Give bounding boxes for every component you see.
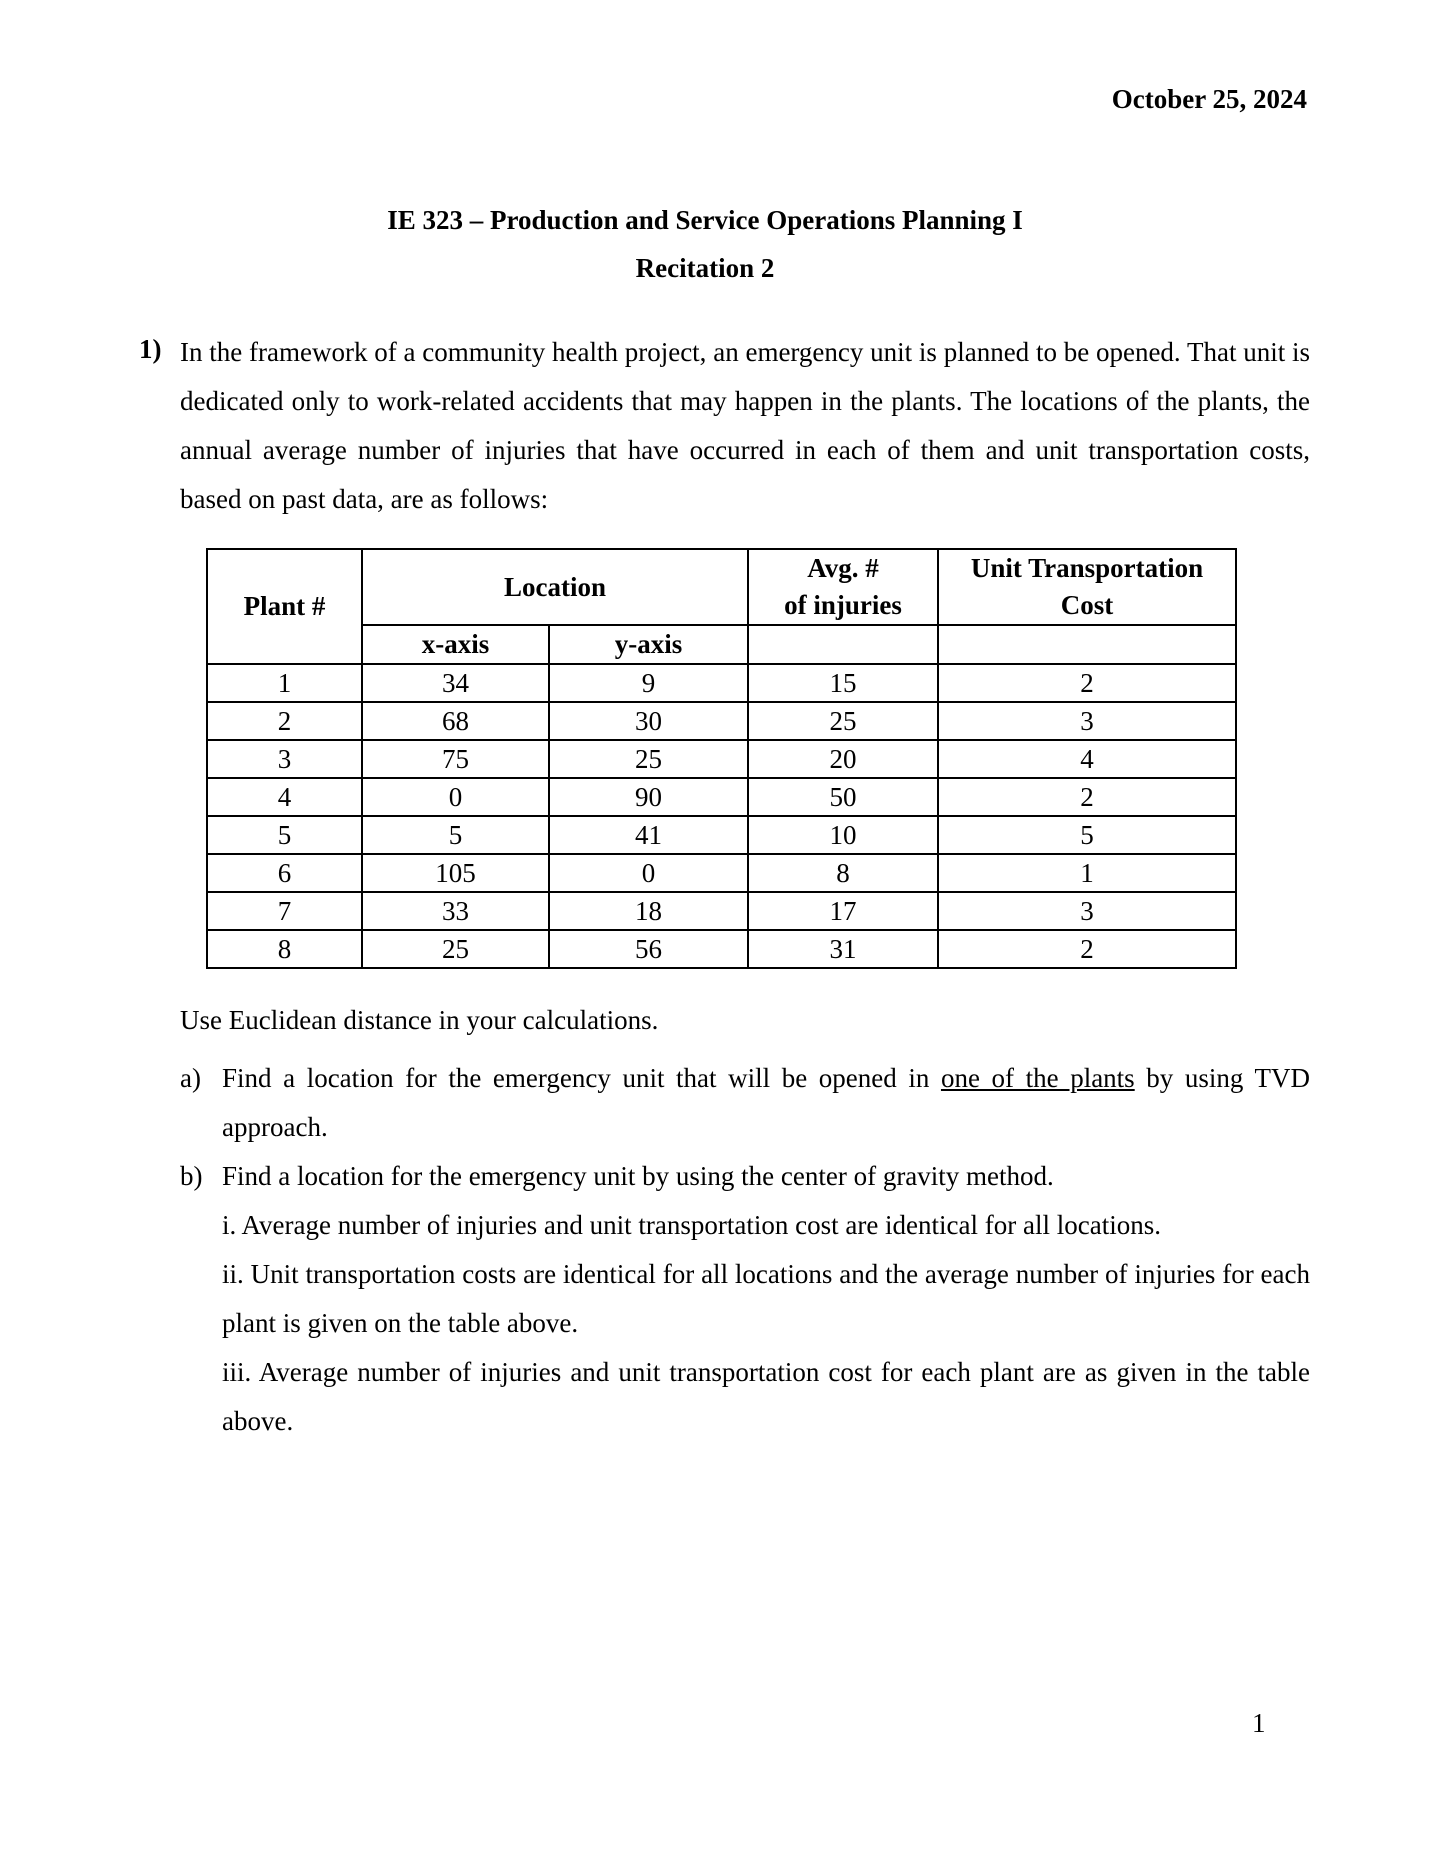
cell: 30: [549, 702, 748, 740]
cell: 25: [748, 702, 938, 740]
table-row: [207, 664, 1236, 702]
plants-table: [206, 548, 1237, 969]
document-date: October 25, 2024: [1111, 84, 1307, 114]
header-cost-line1: Unit Transportation: [970, 553, 1204, 583]
cell: 17: [748, 892, 938, 930]
header-cost-line2: Cost: [1060, 590, 1114, 620]
header-blank: [748, 625, 938, 664]
cell: 68: [362, 702, 549, 740]
cell: 56: [549, 930, 748, 968]
cell: 105: [362, 854, 549, 892]
question-text: In the framework of a community health project, an emergency unit is planned to be opened. That unit is dedicated only to work-related accidents that may happen in the plants. The locations of the plants, the annual average number of injuries that have occurred in each of them and unit transportation costs, based on past data, are as follows:: [180, 337, 1310, 514]
cell: 1: [938, 854, 1236, 892]
table-row: [207, 854, 1236, 892]
header-cost: [938, 549, 1236, 625]
table-row: [207, 778, 1236, 816]
cell: 3: [938, 892, 1236, 930]
cell: 75: [362, 740, 549, 778]
question-number: 1): [139, 334, 162, 364]
part-a-text: [222, 1054, 1310, 1152]
cell: 5: [938, 816, 1236, 854]
recitation-title: Recitation 2: [635, 253, 775, 283]
cell: 25: [362, 930, 549, 968]
cell: 0: [549, 854, 748, 892]
cell: 3: [207, 740, 362, 778]
cell: 1: [207, 664, 362, 702]
cell: 8: [748, 854, 938, 892]
cell: 25: [549, 740, 748, 778]
cell: 50: [748, 778, 938, 816]
part-a-text-after: by using TVD approach.: [222, 1063, 1310, 1142]
header-blank: [938, 625, 1236, 664]
cell: 3: [938, 702, 1236, 740]
cell: 18: [549, 892, 748, 930]
cell: 34: [362, 664, 549, 702]
cell: 5: [362, 816, 549, 854]
cell: 4: [938, 740, 1236, 778]
header-plant: Plant #: [207, 549, 362, 664]
part-b-label: b): [180, 1161, 203, 1191]
cell: 2: [207, 702, 362, 740]
cell: 9: [549, 664, 748, 702]
table-row: [207, 740, 1236, 778]
header-location: Location: [362, 549, 748, 625]
header-x-axis: x-axis: [362, 625, 549, 664]
cell: 33: [362, 892, 549, 930]
part-b-i: i. Average number of injuries and unit transportation cost are identical for all locations.: [222, 1210, 1161, 1240]
table-row: [207, 930, 1236, 968]
distance-note: Use Euclidean distance in your calculations.: [180, 1005, 659, 1035]
table-row: [207, 816, 1236, 854]
course-title: IE 323 – Production and Service Operations Planning I: [387, 205, 1023, 235]
part-a-label: a): [180, 1063, 201, 1093]
cell: 7: [207, 892, 362, 930]
part-a-underlined: one of the plants: [940, 1063, 1135, 1093]
cell: 2: [938, 778, 1236, 816]
cell: 15: [748, 664, 938, 702]
cell: 5: [207, 816, 362, 854]
cell: 4: [207, 778, 362, 816]
page-number: 1: [1252, 1708, 1266, 1738]
header-injuries: [748, 549, 938, 625]
header-injuries-line2: of injuries: [784, 590, 902, 620]
table-row: [207, 702, 1236, 740]
cell: 2: [938, 930, 1236, 968]
cell: 20: [748, 740, 938, 778]
cell: 90: [549, 778, 748, 816]
cell: 31: [748, 930, 938, 968]
cell: 0: [362, 778, 549, 816]
table-row: [207, 892, 1236, 930]
part-a-text-before: Find a location for the emergency unit that will be opened in: [222, 1063, 930, 1093]
cell: 41: [549, 816, 748, 854]
part-b-iii: iii. Average number of injuries and unit transportation cost for each plant are as given in the table above.: [222, 1357, 1310, 1436]
cell: 10: [748, 816, 938, 854]
cell: 2: [938, 664, 1236, 702]
header-injuries-line1: Avg. #: [807, 553, 879, 583]
cell: 6: [207, 854, 362, 892]
header-y-axis: y-axis: [549, 625, 748, 664]
part-b-text: Find a location for the emergency unit by using the center of gravity method.: [222, 1161, 1054, 1191]
part-b-ii: ii. Unit transportation costs are identical for all locations and the average number of injuries for each plant is given on the table above.: [222, 1259, 1310, 1338]
cell: 8: [207, 930, 362, 968]
